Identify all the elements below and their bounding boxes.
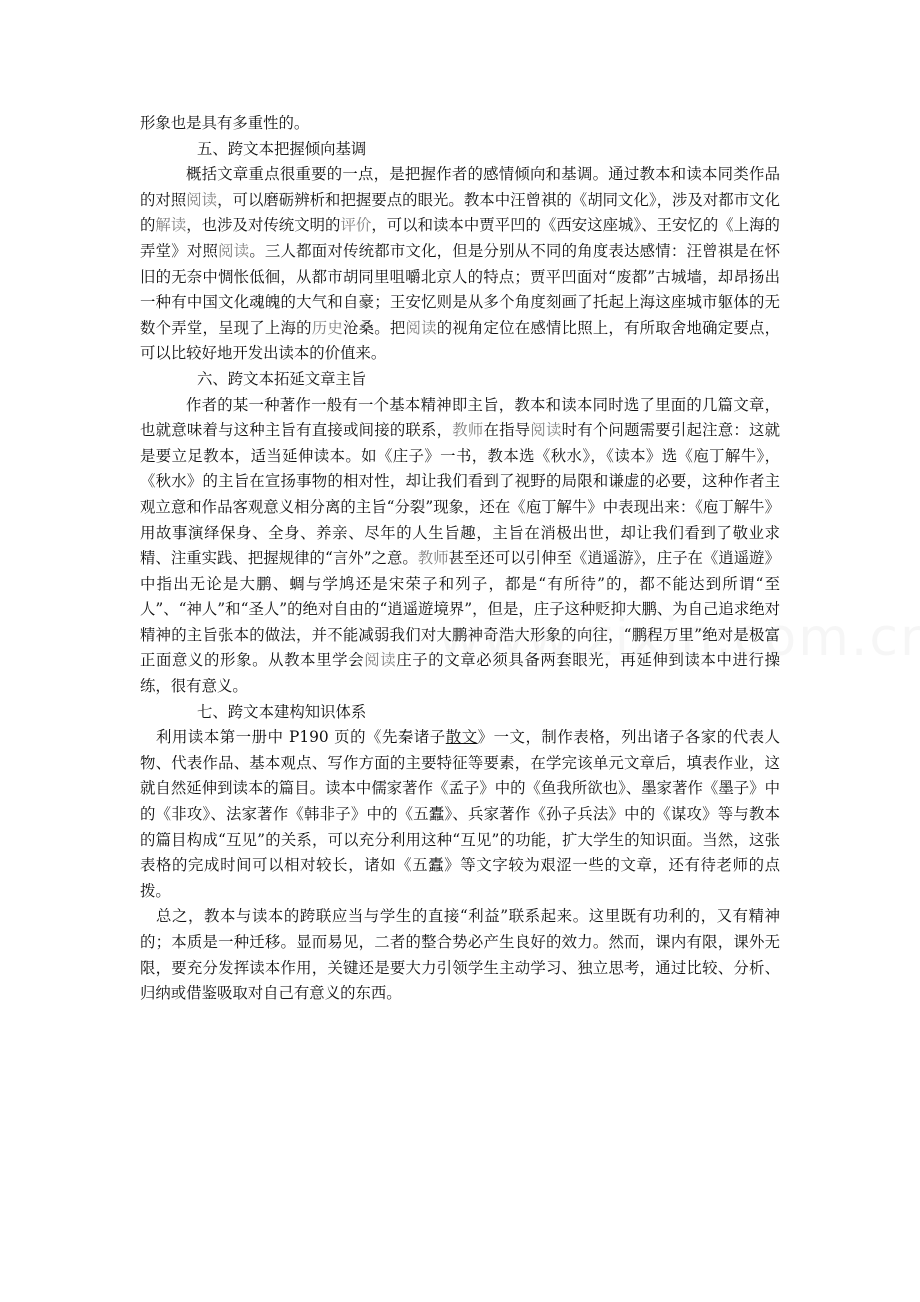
document-page xyxy=(140,111,780,1007)
keyword-link[interactable]: 评价 xyxy=(340,216,372,235)
keyword-link[interactable]: 阅读 xyxy=(364,651,397,670)
section-6-heading xyxy=(140,367,780,393)
text-run: ，也涉及对传统文明的 xyxy=(186,216,341,235)
text-run: 。三人都面对传统都市文化，但是分别从不同的角度表达感情：汪曾祺是在怀旧的无奈中惆怅低徊，从都市胡同里咀嚼北京人的特点；贾平凹面对“废都”古城墙，却昂扬出一种有中国文化魂魄的大气和自豪；王安忆则是从多个角度刻画了托起上海这座城市躯体的无数个弄堂，呈现了上海的 xyxy=(140,241,780,337)
text-run: 的视角定位在感情比照上，有所取舍地确定要点，可以比较好地开发出读本的价值来。 xyxy=(140,318,780,363)
text-run: 概括文章重点很重要的一点，是把握作者的感情倾向和基调。通过教本和读本同类作品的对照 xyxy=(140,165,780,209)
text-run: 时有个问题需要引起注意：这就是要立足教本，适当延伸读本。如《庄子》一书，教本选《秋水》，《读本》选《庖丁解牛》，《秋水》的主旨在宣扬事物的相对性，却让我们看到了视野的局限和谦虚的必要，这种作者主观立意和作品客观意义相分离的主旨“分裂”现象，还在《庖丁解牛》中表现出来：《庖丁解牛》用故事演绎保身、全身、养亲、尽年的人生旨趣，主旨在消极出世，却让我们看到了敬业求精、注重实践、把握规律的“言外”之意。 xyxy=(140,421,780,568)
section-5-heading xyxy=(140,137,780,163)
conclusion-paragraph xyxy=(140,904,780,1006)
text-run: 庄子的文章必须具备两套眼光，再延伸到读本中进行操练，很有意义。 xyxy=(140,651,780,696)
keyword-link[interactable]: 阅读 xyxy=(218,241,250,260)
keyword-link[interactable]: 历史 xyxy=(311,318,343,337)
text-run: 作者的某一种著作一般有一个基本精神即主旨，教本和读本同时选了里面的几篇文章，也就意味着与这种主旨有直接或间接的联系， xyxy=(140,395,780,440)
text-run: 七、跨文本建构知识体系 xyxy=(197,702,367,721)
continuation-paragraph xyxy=(140,111,780,137)
text-run: 》一文，制作表格，列出诸子各家的代表人物、代表作品、基本观点、写作方面的主要特征等要素，在学完该单元文章后，填表作业，这就自然延伸到读本的篇目。读本中儒家著作《孟子》中的《鱼我所欲也》、墨家著作《墨子》中的《非攻》、法家著作《韩非子》中的《五蠹》、兵家著作《孙子兵法》中的《谋攻》等与教本的篇目构成“互见”的关系，可以充分利用这种“互见”的功能，扩大学生的知识面。当然，这张表格的完成时间可以相对较长，诸如《五蠹》等文字较为艰涩一些的文章，还有待老师的点拨。 xyxy=(140,728,780,900)
text-run: 在指导 xyxy=(483,421,531,440)
text-run: ，可以和读本中贾平凹的《西安这座城》、王安忆的《上海的弄堂》对照 xyxy=(140,216,780,260)
underlined-text[interactable]: 散文 xyxy=(445,728,478,747)
keyword-link[interactable]: 教师 xyxy=(417,549,449,568)
text-run: 沧桑。把 xyxy=(342,318,406,337)
text-run: 总之，教本与读本的跨联应当与学生的直接“利益”联系起来。这里既有功利的，又有精神的；本质是一种迁移。显而易见，二者的整合势必产生良好的效力。然而，课内有限，课外无限，要充分发挥读本作用，关键还是要大力引领学生主动学习、独立思考，通过比较、分析、归纳或借鉴吸取对自己有意义的东西。 xyxy=(140,907,780,1003)
keyword-link[interactable]: 阅读 xyxy=(405,318,437,337)
section-6-paragraph xyxy=(140,393,780,700)
section-7-paragraph xyxy=(140,725,780,904)
text-run: 六、跨文本拓延文章主旨 xyxy=(197,369,367,388)
section-5-paragraph xyxy=(140,162,780,367)
keyword-link[interactable]: 阅读 xyxy=(530,421,562,440)
text-run: 甚至还可以引伸至《逍遥游》，庄子在《逍遥遊》中指出无论是大鹏、蜩与学鸠还是宋荣子和列子，都是“有所待”的，都不能达到所谓“至人”、“神人”和“圣人”的绝对自由的“逍遥遊境界”，但是，庄子这种贬抑大鹏、为自己追求绝对精神的主旨张本的做法，并不能减弱我们对大鹏神奇浩大形象的向往，“鹏程万里”绝对是极富正面意义的形象。从教本里学会 xyxy=(140,549,780,670)
keyword-link[interactable]: 教师 xyxy=(452,421,484,440)
keyword-link[interactable]: 解读 xyxy=(155,216,187,235)
section-7-heading xyxy=(140,700,780,726)
text-run: ，可以磨砺辨析和把握要点的眼光。教本中汪曾祺的《胡同文化》，涉及对都市文化的 xyxy=(140,190,780,235)
text-run: 形象也是具有多重性的。 xyxy=(140,114,310,132)
text-run: 利用读本第一册中 P190 页的《先秦诸子 xyxy=(156,728,446,747)
keyword-link[interactable]: 阅读 xyxy=(186,190,218,209)
text-run: 五、跨文本把握倾向基调 xyxy=(197,139,367,158)
